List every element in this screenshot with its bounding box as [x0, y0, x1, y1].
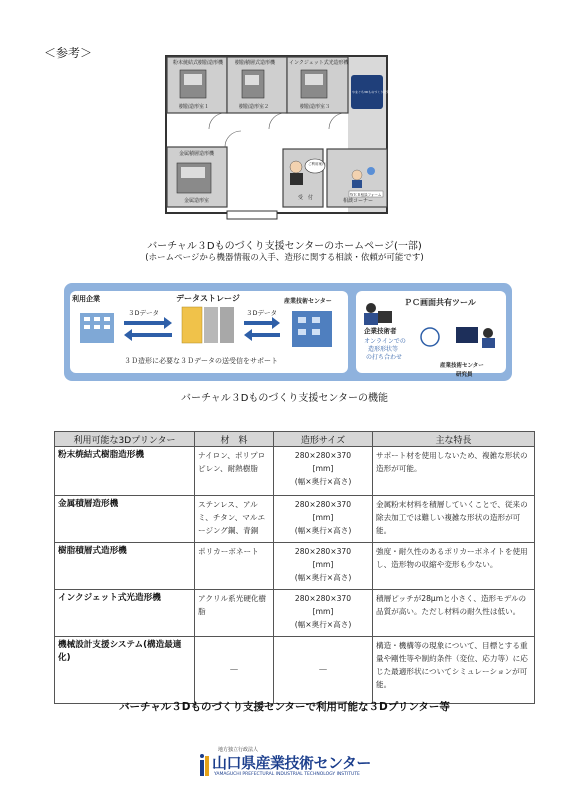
size-axes: (幅×奥行×高さ): [294, 477, 352, 486]
diagram-note: ３Ｄ造形に必要な３Ｄデータの送受信をサポート: [124, 357, 278, 365]
table-header-row: [55, 432, 535, 447]
online-line-3: の打ち合わせ: [366, 354, 403, 361]
size-dimensions: 280×280×370: [294, 547, 352, 556]
logo-english: YAMAGUCHI PREFECTURAL INDUSTRIAL TECHNOLOGY INSTITUTE: [214, 772, 360, 777]
user-company-label: 利用企業: [72, 295, 100, 303]
machine-icon[interactable]: [177, 163, 211, 193]
metal-sign: 金属積層造形機: [179, 151, 215, 157]
room3-name: 樹脂造形室３: [300, 104, 331, 110]
reception-bubble-label: ご利用案内: [308, 162, 326, 166]
center-building-icon: [292, 311, 332, 347]
table-row: [55, 590, 535, 637]
room1-name: 樹脂造形室１: [179, 104, 210, 110]
web-form-label: ＷＥＢ相談フォーム: [350, 193, 382, 197]
feature-cell: 強度・耐久性のあるポリカーボネイトを使用し、造形物の収縮や変形も少ない。: [373, 543, 535, 590]
printer-name: インクジェット式光造形機: [55, 590, 195, 637]
room3-sign: インクジェット式光造形機: [289, 60, 349, 66]
engineer-label: 企業技術者: [364, 327, 397, 335]
functions-caption: バーチャル３Dものづくり支援センターの機能: [181, 393, 388, 404]
size-cell: －: [274, 637, 373, 704]
printer-name: 機械設計支援システム(構造最適化): [55, 637, 195, 704]
size-cell: [274, 447, 373, 496]
person-icon: [352, 170, 362, 180]
printer-name: 粉末焼結式樹脂造形機: [55, 447, 195, 496]
storage-icon: [182, 307, 234, 343]
size-cell: [274, 496, 373, 543]
pc-share-title: ＰＣ画面共有ツール: [404, 298, 476, 307]
reference-heading: ＜参考＞: [44, 46, 93, 60]
size-unit: [mm]: [312, 607, 334, 616]
material-cell: －: [195, 637, 274, 704]
size-axes: (幅×奥行×高さ): [294, 573, 352, 582]
storage-label: データストレージ: [176, 294, 240, 303]
consult-name: 相談コーナー: [343, 198, 374, 204]
researcher-label-2: 研究員: [456, 372, 473, 378]
size-unit: [mm]: [312, 464, 334, 473]
size-dimensions: 280×280×370: [294, 594, 352, 603]
floor-plan: [165, 55, 393, 222]
size-cell: [274, 590, 373, 637]
material-cell: ステンレス、アルミ、チタン、マルエージング鋼、青銅: [195, 496, 274, 543]
material-cell: ナイロン、ポリプロピレン、耐熱樹脂: [195, 447, 274, 496]
size-dimensions: 280×280×370: [294, 451, 352, 460]
homepage-subcaption: (ホームページから機器情報の入手、造形に関する相談・依頼が可能です): [145, 253, 424, 263]
machine-icon[interactable]: [242, 70, 264, 98]
col-header-printer: 利用可能な3Dプリンター: [55, 432, 195, 447]
size-unit: [mm]: [312, 513, 334, 522]
online-line-1: オンラインでの: [364, 338, 406, 345]
logo-subtitle: 地方独立行政法人: [218, 747, 259, 753]
printer-table: [54, 431, 535, 704]
col-header-size: 造形サイズ: [274, 432, 373, 447]
center-label: 産業技術センター: [284, 298, 332, 305]
arrow-right-label: ３Dデータ: [246, 309, 278, 317]
table-row: [55, 447, 535, 496]
reception-name: 受 付: [298, 195, 314, 201]
metal-name: 金属造形室: [184, 198, 210, 204]
machine-icon[interactable]: [301, 70, 327, 98]
table-row: [55, 637, 535, 704]
size-axes: (幅×奥行×高さ): [294, 620, 352, 629]
table-row: [55, 496, 535, 543]
receptionist-icon: [290, 161, 302, 173]
online-line-2: 造形形状等: [368, 346, 399, 353]
room2-name: 樹脂造形室２: [239, 104, 270, 110]
mail-icon: [367, 167, 375, 175]
institute-logo: [200, 746, 370, 780]
feature-cell: 構造・機構等の現象について、目標とする重量や剛性等や制約条件（変位、応力等）に応じた最適形状についてシミュレーションが可能。: [373, 637, 535, 704]
machine-icon[interactable]: [180, 70, 206, 98]
table-row: [55, 543, 535, 590]
researcher-label-1: 産業技術センター: [440, 363, 484, 369]
arrow-left-label: ３Dデータ: [128, 309, 160, 317]
homepage-caption: バーチャル３Dものづくり支援センターのホームページ(一部): [147, 241, 422, 252]
room2-sign: 樹脂積層式造形機: [235, 60, 276, 66]
room1-sign: 粉末焼結式樹脂造形機: [173, 60, 224, 66]
logo-mark-icon: [200, 754, 210, 776]
size-cell: [274, 543, 373, 590]
printer-name: 樹脂積層式造形機: [55, 543, 195, 590]
user-company-icon: [80, 313, 114, 343]
feature-cell: 金属粉末材料を積層していくことで、従来の除去加工では難しい複雑な形状の造形が可能。: [373, 496, 535, 543]
size-unit: [mm]: [312, 560, 334, 569]
feature-cell: サポート材を使用しないため、複雑な形状の造形が可能。: [373, 447, 535, 496]
col-header-material: 材 料: [195, 432, 274, 447]
logo-name: 山口県産業技術センター: [212, 754, 371, 772]
col-header-feature: 主な特長: [373, 432, 535, 447]
size-dimensions: 280×280×370: [294, 500, 352, 509]
material-cell: ポリカーボネート: [195, 543, 274, 590]
function-diagram: [64, 283, 512, 381]
size-axes: (幅×奥行×高さ): [294, 526, 352, 535]
consult-sign-label: やまぐち3Dものづくり研究会: [352, 90, 393, 94]
material-cell: アクリル系光硬化樹脂: [195, 590, 274, 637]
printer-name: 金属積層造形機: [55, 496, 195, 543]
printers-caption: バーチャル３Dものづくり支援センターで利用可能な３Dプリンター等: [119, 701, 450, 713]
feature-cell: 積層ピッチが28μmと小さく、造形モデルの品質が高い。ただし材料の耐久性は低い。: [373, 590, 535, 637]
